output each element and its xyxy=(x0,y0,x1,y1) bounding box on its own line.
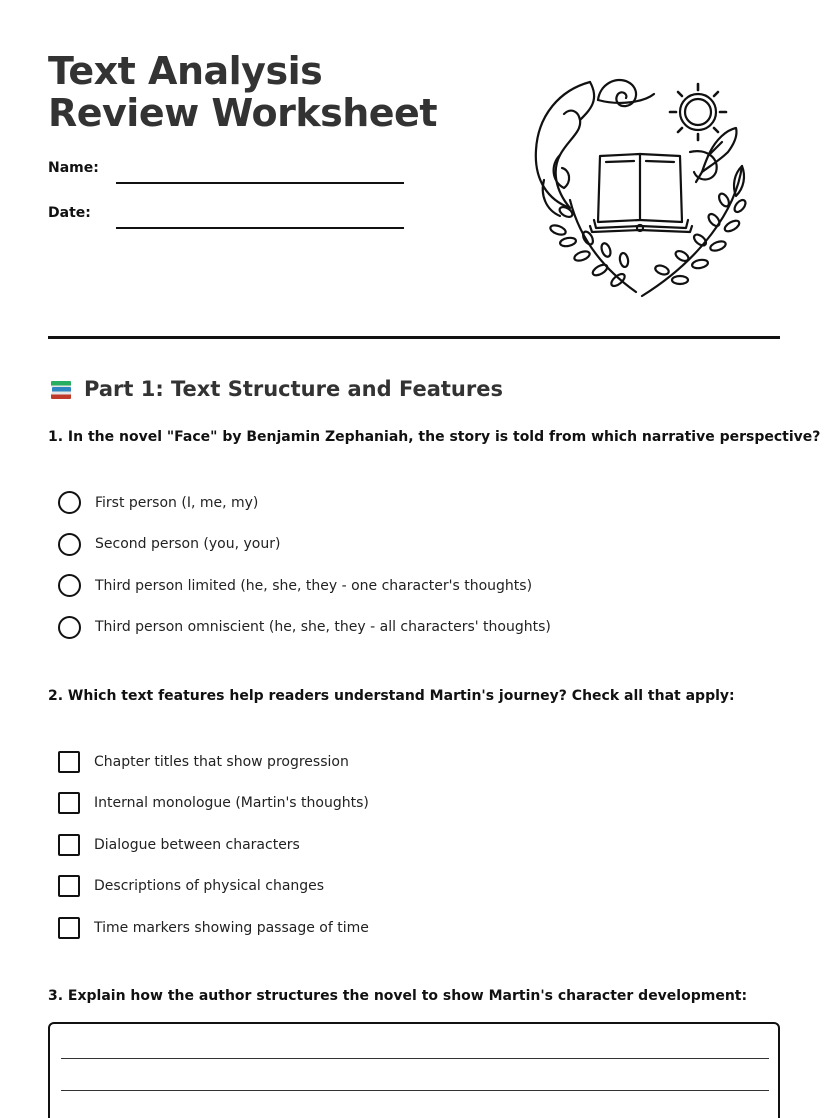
question-2-option[interactable] xyxy=(58,741,778,783)
checkbox-icon[interactable] xyxy=(58,751,80,773)
checkbox-icon[interactable] xyxy=(58,792,80,814)
name-field xyxy=(48,160,408,190)
option-label: Third person omniscient (he, she, they - all characters' thoughts) xyxy=(95,619,551,636)
option-label: Dialogue between characters xyxy=(94,836,300,853)
answer-line xyxy=(61,1090,769,1091)
question-2-option[interactable] xyxy=(58,907,778,949)
radio-icon[interactable] xyxy=(58,574,81,597)
option-label: Second person (you, your) xyxy=(95,536,281,553)
answer-line xyxy=(61,1058,769,1059)
name-blank-line[interactable] xyxy=(116,182,404,184)
book-laurel-emblem-icon xyxy=(530,70,755,302)
date-field xyxy=(48,205,408,235)
option-label: Internal monologue (Martin's thoughts) xyxy=(94,795,369,812)
question-2: 2. Which text features help readers understand Martin's journey? Check all that apply: xyxy=(48,688,735,704)
option-label: Time markers showing passage of time xyxy=(94,919,369,936)
question-1-option[interactable] xyxy=(58,607,778,649)
question-1: 1. In the novel "Face" by Benjamin Zephaniah, the story is told from which narrative perspective? xyxy=(48,429,821,445)
question-1-option[interactable] xyxy=(58,565,778,607)
question-1-option[interactable] xyxy=(58,482,778,524)
option-label: Third person limited (he, she, they - one character's thoughts) xyxy=(95,577,533,594)
date-blank-line[interactable] xyxy=(116,227,404,229)
question-3-answer-box[interactable] xyxy=(48,1022,780,1118)
option-label: Chapter titles that show progression xyxy=(94,753,349,770)
radio-icon[interactable] xyxy=(58,533,81,556)
question-1-option[interactable] xyxy=(58,524,778,566)
question-2-option[interactable] xyxy=(58,866,778,908)
question-2-option[interactable] xyxy=(58,824,778,866)
question-2-options xyxy=(58,741,778,949)
question-2-option[interactable] xyxy=(58,783,778,825)
checkbox-icon[interactable] xyxy=(58,917,80,939)
page-title: Text Analysis Review Worksheet xyxy=(48,49,437,135)
header-divider xyxy=(48,336,780,339)
date-label: Date: xyxy=(48,205,91,221)
part1-heading xyxy=(48,374,503,404)
books-icon xyxy=(48,376,74,402)
radio-icon[interactable] xyxy=(58,491,81,514)
part1-heading-text: Part 1: Text Structure and Features xyxy=(84,377,503,401)
checkbox-icon[interactable] xyxy=(58,875,80,897)
question-3: 3. Explain how the author structures the novel to show Martin's character development: xyxy=(48,988,748,1004)
option-label: Descriptions of physical changes xyxy=(94,878,325,895)
name-label: Name: xyxy=(48,160,99,176)
radio-icon[interactable] xyxy=(58,616,81,639)
checkbox-icon[interactable] xyxy=(58,834,80,856)
option-label: First person (I, me, my) xyxy=(95,494,259,511)
question-1-options xyxy=(58,482,778,648)
